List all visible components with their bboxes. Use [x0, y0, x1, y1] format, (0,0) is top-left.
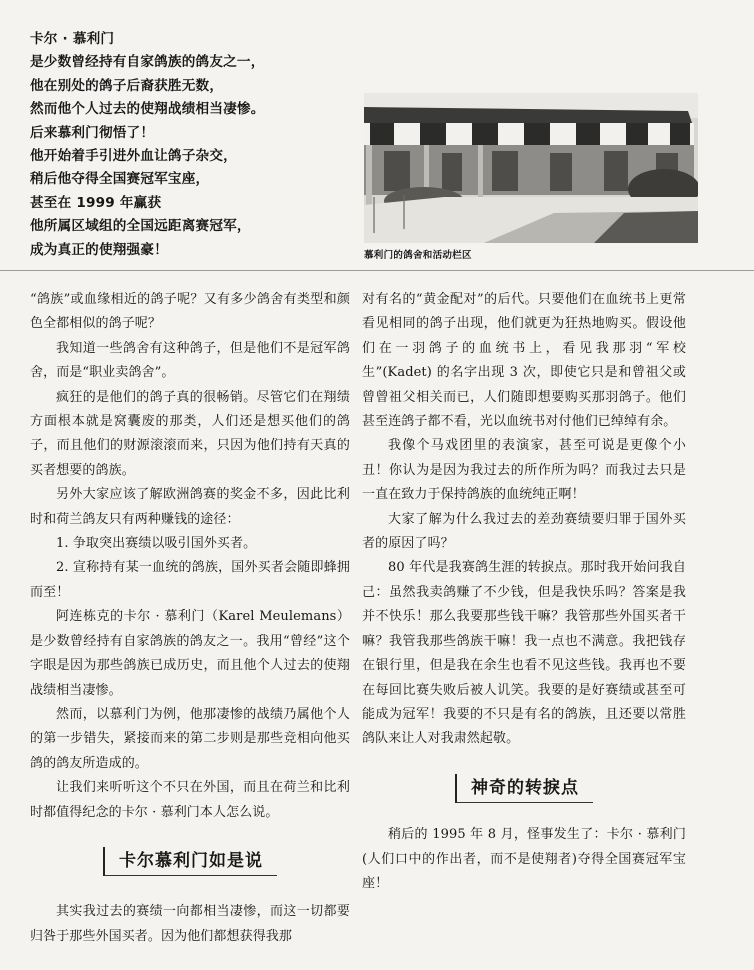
- photo-caption: 慕利门的鸽舍和活动栏区: [364, 250, 472, 261]
- paragraph: 疯狂的是他们的鸽子真的很畅销。尽管它们在翔绩方面根本就是窝囊废的那类，人们还是想买他们的鸽子，而且他们的财源滚滚而来，只因为他们持有天真的买者想要的鸽族。: [30, 389, 350, 478]
- section-heading: [362, 774, 686, 803]
- paragraph: “鸽族”或血缘相近的鸽子呢？又有多少鸽舍有类型和颜色全都相似的鸽子呢？: [30, 292, 350, 332]
- paragraph: 80 年代是我赛鸽生涯的转捩点。那时我开始问我自己：虽然我卖鸽赚了不少钱，但是我快乐吗？答案是我并不快乐！那么我要那些钱干嘛？我管那些外国买者干嘛？我管我那些鸽族干嘛！我一点也不满意。我把钱存在银行里，但是我在余生也看不见这些钱。我再也不要在每回比赛失败后被人讥笑。我要的是好赛绩或甚至可能成为冠军！我要的不只是有名的鸽族，且还要以常胜鸽队来让人对我肃然起敬。: [362, 560, 686, 747]
- paragraph: 然而，以慕利门为例，他那凄惨的战绩乃属他个人的第一步错失，紧接而来的第二步则是那些竞相向他买鸽的鸽友所造成的。: [30, 706, 350, 771]
- intro-line: 后来慕利门彻悟了！: [30, 124, 155, 141]
- paragraph: 我像个马戏团里的表演家，甚至可说是更像个小丑！你认为是因为我过去的所作所为吗？而我过去只是一直在致力于保持鸽族的血统纯正啊！: [362, 438, 686, 503]
- intro-line: 然而他个人过去的使翔战绩相当凄惨。: [30, 101, 265, 118]
- header-divider: [0, 270, 754, 271]
- intro-line: 他所属区域组的全国远距离赛冠军，: [30, 218, 251, 235]
- paragraph: 另外大家应该了解欧洲鸽赛的奖金不多，因此比利时和荷兰鸽友只有两种赚钱的途径：: [30, 487, 350, 527]
- list-item: 1. 争取突出赛绩以吸引国外买者。: [56, 536, 257, 552]
- intro-line: 他在别处的鸽子后裔获胜无数，: [30, 77, 224, 94]
- intro-line: 卡尔 · 慕利门: [30, 31, 115, 47]
- intro-line: 他开始着手引进外血让鸽子杂交，: [30, 148, 237, 165]
- paragraph: 对有名的“黄金配对”的后代。只要他们在血统书上更常看见相同的鸽子出现，他们就更为狂热地购买。假设他们在一羽鸽子的血统书上，看见我那羽“军校生”(Kadet) 的名字出现 3 次，即使它只是和曾祖父或曾曾祖父相关而已，人们随即想要购买那羽鸽子。他们甚至连鸽子都不看，光以血统书对付他们已绰绰有余。: [362, 292, 686, 430]
- intro-line: 成为真正的使翔强豪！: [30, 241, 168, 258]
- paragraph: 我知道一些鸽舍有这种鸽子，但是他们不是冠军鸽舍，而是“职业卖鸽舍”。: [30, 340, 350, 381]
- paragraph: 阿连栋克的卡尔 · 慕利门（Karel Meulemans）是少数曾经持有自家鸽族的鸽友之一。我用“曾经”这个字眼是因为那些鸽族已成历史，而且他个人过去的使翔战绩相当凄惨。: [30, 609, 350, 698]
- intro-line: 是少数曾经持有自家鸽族的鸽友之一，: [30, 54, 265, 71]
- intro-line: 稍后他夺得全国赛冠军宝座，: [30, 171, 210, 188]
- loft-photo-image: [364, 93, 698, 243]
- section-heading-text: 神奇的转捩点: [455, 774, 593, 803]
- loft-photo: [364, 93, 698, 243]
- intro-callout: [30, 28, 350, 262]
- section-heading: [30, 847, 350, 876]
- photo-block: [364, 93, 698, 261]
- left-column: [30, 288, 350, 949]
- right-column: [362, 288, 686, 896]
- paragraph: 大家了解为什么我过去的差劲赛绩要归罪于国外买者的原因了吗？: [362, 511, 686, 552]
- intro-line: 甚至在 1999 年赢获: [30, 194, 162, 211]
- list-item: 2. 宣称持有某一血统的鸽族，国外买者会随即蜂拥而至！: [30, 560, 350, 600]
- paragraph: 其实我过去的赛绩一向都相当凄惨，而这一切都要归咎于那些外国买者。因为他们都想获得我那: [30, 904, 350, 944]
- paragraph: 稍后的 1995 年 8 月，怪事发生了：卡尔 · 慕利门(人们口中的作出者，而不是使翔者)夺得全国赛冠军宝座！: [362, 827, 686, 891]
- section-heading-text: 卡尔慕利门如是说: [103, 847, 277, 876]
- paragraph: 让我们来听听这个不只在外国，而且在荷兰和比利时都值得纪念的卡尔 · 慕利门本人怎么说。: [30, 780, 350, 820]
